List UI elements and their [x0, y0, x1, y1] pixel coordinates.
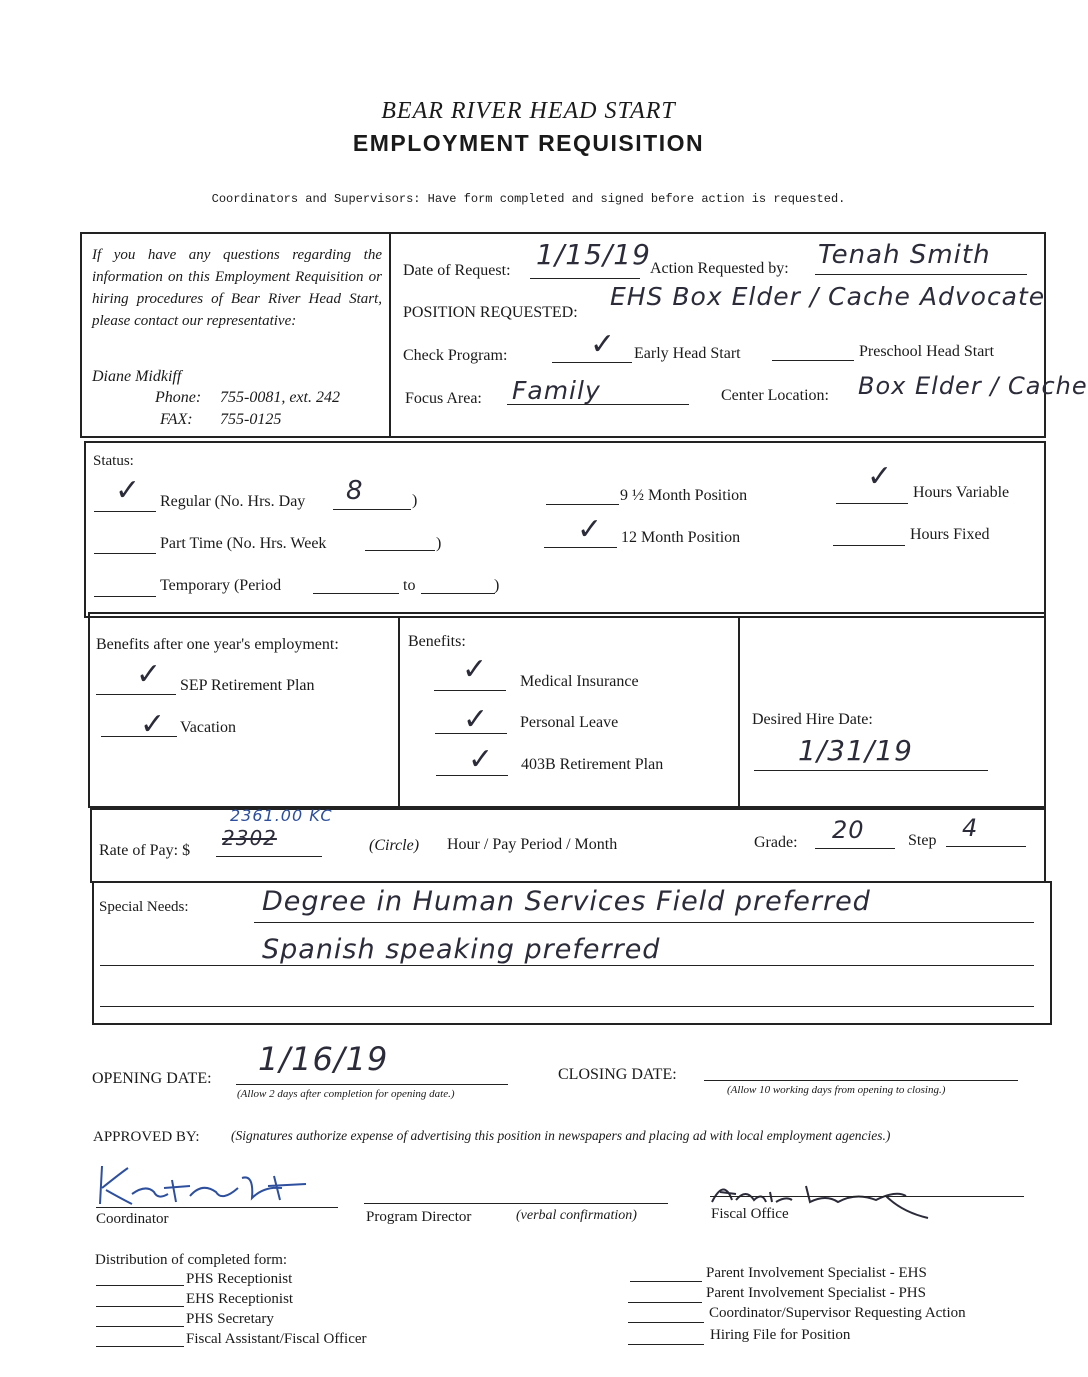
ehs-check-line[interactable]	[552, 362, 632, 363]
dist-right-3: Coordinator/Supervisor Requesting Action	[709, 1305, 966, 1321]
medical-label: Medical Insurance	[520, 673, 639, 690]
dist-right-4: Hiring File for Position	[710, 1327, 851, 1343]
director-note: (verbal confirmation)	[516, 1208, 637, 1223]
regular-hours-line[interactable]	[333, 509, 411, 510]
nine-month-label: 9 ½ Month Position	[620, 487, 748, 504]
contact-name: Diane Midkiff	[92, 368, 182, 385]
pay-period[interactable]: Hour / Pay Period / Month	[447, 836, 618, 853]
opening-date-label: OPENING DATE:	[92, 1070, 212, 1087]
grade-label: Grade:	[754, 834, 798, 851]
retirement-check: ✓	[468, 742, 494, 777]
fax-label: FAX:	[160, 411, 193, 428]
regular-hours-value: 8	[346, 476, 364, 506]
coordinator-signature	[92, 1158, 332, 1214]
fiscal-line[interactable]	[710, 1196, 1024, 1197]
center-location-label: Center Location:	[721, 387, 829, 404]
hours-variable-check: ✓	[867, 459, 893, 494]
dist-right-line-2[interactable]	[628, 1302, 702, 1303]
closing-note: (Allow 10 working days from opening to closing.)	[727, 1084, 946, 1096]
hire-date-value: 1/31/19	[798, 734, 913, 767]
regular-close: )	[412, 492, 418, 509]
temporary-label: Temporary (Period	[160, 577, 282, 594]
hire-date-line[interactable]	[754, 770, 988, 771]
approved-by-label: APPROVED BY:	[93, 1129, 200, 1145]
dist-right-line-4[interactable]	[628, 1344, 704, 1345]
dist-left-line-2[interactable]	[96, 1306, 184, 1307]
step-label: Step	[908, 832, 937, 849]
date-request-value: 1/15/19	[536, 238, 651, 271]
dist-left-2: EHS Receptionist	[186, 1291, 294, 1307]
dist-right-line-3[interactable]	[628, 1322, 704, 1323]
dist-left-1: PHS Receptionist	[186, 1271, 293, 1287]
parttime-hours-line[interactable]	[365, 550, 435, 551]
closing-date-line[interactable]	[704, 1080, 1018, 1081]
twelve-month-label: 12 Month Position	[621, 529, 741, 546]
vacation-check-line[interactable]	[101, 736, 177, 737]
regular-label: Regular (No. Hrs. Day	[160, 493, 306, 510]
dist-left-line-1[interactable]	[96, 1285, 184, 1286]
twelve-month-check-line[interactable]	[544, 547, 617, 548]
section-divider	[389, 232, 391, 438]
director-label: Program Director	[366, 1209, 472, 1225]
special-line-1[interactable]	[254, 922, 1034, 923]
special-needs-line1: Degree in Human Services Field preferred	[262, 886, 871, 917]
opening-date-line[interactable]	[236, 1084, 508, 1085]
approved-note: (Signatures authorize expense of advertising this position in newspapers and placing ad with local employment agencies.)	[231, 1128, 891, 1143]
contact-note: If you have any questions regarding the information on this Employment Requisition or hiring procedures of Bear River Head Start, please contact our representative:	[92, 247, 382, 329]
ehs-label: Early Head Start	[634, 345, 741, 362]
hours-variable-label: Hours Variable	[913, 484, 1010, 501]
director-line[interactable]	[364, 1203, 668, 1204]
temp-to-line[interactable]	[421, 593, 495, 594]
fiscal-label: Fiscal Office	[711, 1206, 789, 1222]
opening-date-value: 1/16/19	[258, 1040, 389, 1078]
phs-label: Preschool Head Start	[859, 343, 995, 360]
form-instruction: Coordinators and Supervisors: Have form completed and signed before action is requested.	[211, 192, 846, 206]
benefits-label: Benefits:	[408, 633, 466, 650]
coordinator-line[interactable]	[96, 1207, 338, 1208]
special-needs-line2: Spanish speaking preferred	[262, 934, 661, 965]
fax-value: 755-0125	[220, 411, 282, 428]
nine-month-check-line[interactable]	[546, 504, 619, 505]
action-requested-value: Tenah Smith	[818, 240, 991, 270]
hire-date-label: Desired Hire Date:	[752, 711, 873, 728]
position-label: POSITION REQUESTED:	[403, 304, 578, 321]
sep-check: ✓	[136, 657, 162, 692]
form-title: EMPLOYMENT REQUISITION	[352, 130, 705, 156]
sep-label: SEP Retirement Plan	[180, 677, 315, 694]
phone-label: Phone:	[155, 389, 202, 406]
hours-variable-check-line[interactable]	[836, 503, 908, 504]
step-line[interactable]	[946, 846, 1026, 847]
rate-new-value: 2361.00 KC	[230, 806, 333, 825]
special-needs-label: Special Needs:	[99, 899, 189, 915]
regular-check-line[interactable]	[94, 511, 156, 512]
temp-to: to	[403, 577, 416, 594]
focus-area-value: Family	[512, 376, 601, 405]
coordinator-label: Coordinator	[96, 1211, 169, 1227]
parttime-check-line[interactable]	[94, 553, 156, 554]
dist-left-line-4[interactable]	[96, 1346, 184, 1347]
rate-struck-value: 2302	[222, 826, 277, 850]
dist-right-1: Parent Involvement Specialist - EHS	[706, 1265, 927, 1281]
dist-right-line-1[interactable]	[630, 1281, 702, 1282]
hours-fixed-label: Hours Fixed	[910, 526, 990, 543]
check-mark: ✓	[590, 327, 616, 362]
vacation-label: Vacation	[180, 719, 236, 736]
twelve-month-check: ✓	[577, 512, 603, 547]
temporary-check-line[interactable]	[94, 596, 156, 597]
action-requested-line[interactable]	[815, 274, 1027, 275]
temp-from-line[interactable]	[313, 593, 399, 594]
rate-label: Rate of Pay: $	[99, 842, 191, 859]
focus-area-label: Focus Area:	[405, 390, 482, 407]
phone-value: 755-0081, ext. 242	[220, 389, 340, 406]
benefits-divider-2	[738, 617, 740, 807]
regular-check: ✓	[115, 473, 141, 508]
parttime-close: )	[436, 535, 442, 552]
dist-right-2: Parent Involvement Specialist - PHS	[706, 1285, 926, 1301]
action-requested-label: Action Requested by:	[650, 260, 789, 277]
benefits-divider-1	[398, 617, 400, 807]
circle-note: (Circle)	[369, 837, 420, 854]
phs-check-line[interactable]	[772, 360, 854, 361]
medical-check-line[interactable]	[434, 690, 506, 691]
center-location-value: Box Elder / Cache	[858, 372, 1088, 400]
opening-note: (Allow 2 days after completion for opening date.)	[237, 1088, 455, 1100]
parttime-label: Part Time (No. Hrs. Week	[160, 535, 327, 552]
date-request-line[interactable]	[530, 278, 640, 279]
dist-left-3: PHS Secretary	[186, 1311, 274, 1327]
hours-fixed-check-line[interactable]	[833, 545, 905, 546]
medical-check: ✓	[462, 652, 488, 687]
grade-line[interactable]	[815, 848, 895, 849]
personal-label: Personal Leave	[520, 714, 619, 731]
special-line-2[interactable]	[100, 965, 1034, 966]
check-program-label: Check Program:	[403, 347, 508, 364]
rate-line[interactable]	[216, 856, 322, 857]
personal-check: ✓	[463, 702, 489, 737]
date-request-label: Date of Request:	[403, 262, 511, 279]
dist-left-4: Fiscal Assistant/Fiscal Officer	[186, 1331, 367, 1347]
special-line-3[interactable]	[100, 1006, 1034, 1007]
status-label: Status:	[93, 453, 134, 469]
distribution-label: Distribution of completed form:	[95, 1252, 288, 1268]
step-value: 4	[962, 814, 979, 842]
org-name: BEAR RIVER HEAD START	[381, 98, 676, 124]
dist-left-line-3[interactable]	[96, 1326, 184, 1327]
position-value: EHS Box Elder / Cache Advocate	[610, 282, 1046, 311]
grade-value: 20	[832, 816, 865, 844]
retirement-label: 403B Retirement Plan	[521, 756, 664, 773]
benefits-after-label: Benefits after one year's employment:	[96, 636, 339, 653]
sep-check-line[interactable]	[96, 694, 176, 695]
closing-date-label: CLOSING DATE:	[558, 1066, 677, 1083]
vacation-check: ✓	[140, 707, 166, 742]
temp-close: )	[494, 577, 500, 594]
